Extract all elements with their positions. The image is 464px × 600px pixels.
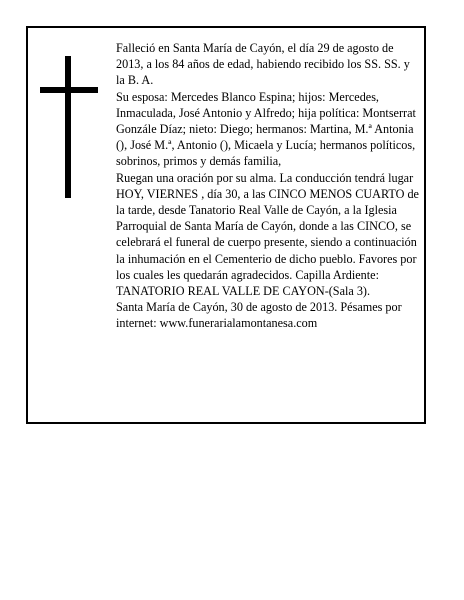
place-date-condolences: Santa María de Cayón, 30 de agosto de 2013. Pésames por internet: www.funerarialamontanesa.com: [116, 300, 402, 331]
cross-vertical-bar: [65, 56, 71, 198]
latin-cross-icon: [40, 56, 98, 198]
family-members: Su esposa: Mercedes Blanco Espina; hijos: Mercedes, Inmaculada, José Antonio y Alfredo; hija política: Montserrat Gonzále Díaz; nieto: Diego; hermanos: Martina, M.ª Antonia (), José M.ª, Antonio (), Micaela y Lucía; hermanos políticos, sobrinos, primos y demás familia,: [116, 89, 416, 169]
obituary-notice: [26, 26, 426, 424]
obituary-text: [116, 40, 421, 332]
funeral-details: Ruegan una oración por su alma. La conducción tendrá lugar HOY, VIERNES , día 30, a las CINCO MENOS CUARTO de la tarde, desde Tanatorio Real Valle de Cayón, a la Iglesia Parroquial de Santa María de Cayón, donde a las CINCO, se celebrará el funeral de cuerpo presente, siendo a continuación la inhumación en el Cementerio de dicho pueblo. Favores por los cuales les quedarán agradecidos. Capilla Ardiente: TANATORIO REAL VALLE DE CAYON-(Sala 3).: [116, 170, 419, 299]
cross-horizontal-bar: [40, 87, 98, 93]
death-announcement: Falleció en Santa María de Cayón, el día 29 de agosto de 2013, a los 84 años de edad, habiendo recibido los SS. SS. y la B. A.: [116, 41, 410, 88]
